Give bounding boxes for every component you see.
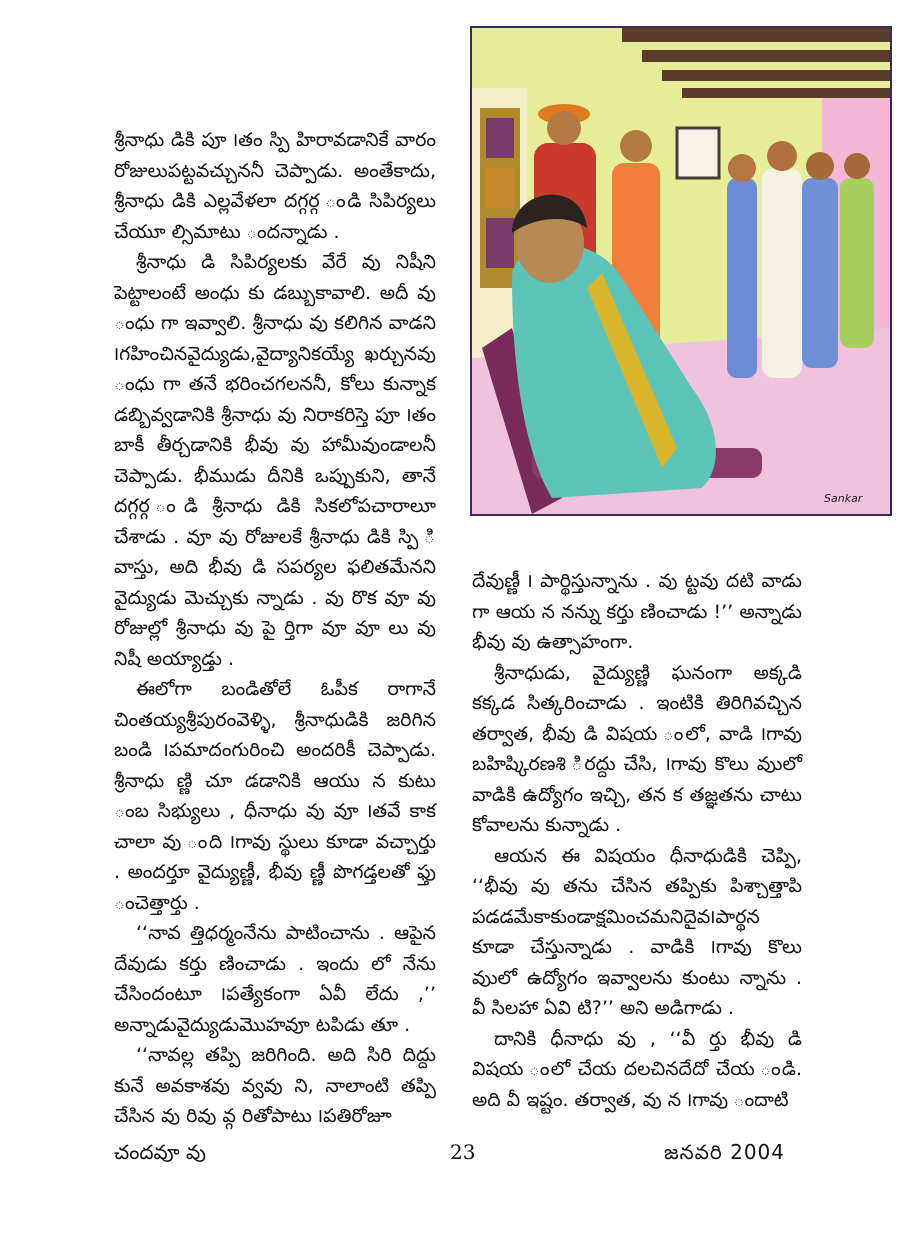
paragraph: దేవుణ్ణీ ౹ పార్థిస్తున్నాను . వు ట్టవు దటి వాడు గా ఆయ న నన్ను కర్తు ణించాడు !’’ అన్నాడు భీవు వు ఉత్సాహంగా. xyxy=(472,570,802,653)
illustration-scene xyxy=(472,28,890,514)
paragraph: ‘‘నావల్ల తప్పి జరిగింది. అది సిరి దిద్దు కునే అవకాశవు వ్వవు ని, నాలాంటి తప్పి చేసిన వు రివు వ్గ రితోపాటు ౹పతిరోజూ xyxy=(114,1044,436,1127)
paragraph: శ్రీనాధు డికి పూ ౹తం స్పి హిరావడానికే వారం రోజులుపట్టవచ్చుననీ చెప్పాడు. అంతేకాదు, శ్రీనాధు డికి ఎల్లవేళలా దగ్గర్గ ండి సిపిర్యలు చేయూ ల్సిమాటు ందన్నాడు . xyxy=(114,129,436,243)
paragraph: శ్రీనాధుడు, వైద్యుణ్ణి ఘనంగా అక్కడి కక్కడ సిత్కరించాడు . ఇంటికి తిరిగివచ్చిన తర్వాత, భీవు డి విషయ ంలో, వాడి ౹గావు బహిష్కిరణశి ిరద్దు చేసి, ౹గావు కొలు వుులో వాడికి ఉద్యోగం ఇచ్చి, తన క తజ్ఞతను చాటు కోవాలను కున్నాడు . xyxy=(472,661,802,836)
magazine-name: చందవూ వు xyxy=(114,1140,206,1164)
page-number: 23 xyxy=(450,1140,476,1164)
paragraph: ఈలోగా బండితోలే ఓపీక రాగానే చింతయ్యశ్రీపురంవెళ్ళి, శ్రీనాధుడికి జరిగిన బండి ౹పమాదంగురించి అందరికీ చెప్పాడు. శ్రీనాధు ణ్ణి చూ డడానికి ఆయు న కుటు ంబ సిభ్యులు , ధీనాధు వు వూ ౹తవే కాక చాలా వు ంది ౹గావు స్థులు కూడా వచ్చార్తు . అందర్తూ వైద్యుణ్ణీ, భీవు ణ్ణీ పొగడ్తలతో ఫ్తు ంచెత్తార్తు . xyxy=(114,678,436,914)
paragraph: ‘‘నావ త్తిధర్మంనేను పాటించాను . ఆపైన దేవుడు కర్తు ణించాడు . ఇందు లో నేను చేసిందంటూ ౹పత్యేకంగా ఏవీ లేదు ,’’ అన్నాడువైద్యుడుమొహవూ టపిడు తూ . xyxy=(114,922,436,1036)
artist-signature: Sankar xyxy=(824,492,863,505)
paragraph: శ్రీనాధు డి సిపిర్యలకు వేరే వు నిషీని పెట్టాలంటే అంధు కు డబ్బుకావాలి. అదీ వు ంధు గా ఇవ్వాలి. శ్రీనాధు వు కలిగిన వాడని ౹గహించినవైద్యుడు,వైద్యానికయ్యే ఖర్చునవు ంధు గా తనే భరించగలననీ, కోలు కున్నాక డబ్బివ్వడానికి శ్రీనాధు వు నిరాకరిస్తె పూ ౹తం బాకీ తీర్చడానికి భీవు వు హామీవుండాలనీ చెప్పాడు. భీముడు దీనికి ఒప్పుకుని, తానే దగ్గర్గ ండి శ్రీనాధు డికి సికలోపచారాలూ చేశాడు . వూ వు రోజులకే శ్రీనాధు డికి స్పి ి వాస్తు, అది భీవు డి సపర్యల ఫలితమేనని వైద్యుడు మెచ్చుకు న్నాడు . వు రొక వూ వు రోజుల్లో శ్రీనాధు వు పై ర్తిగా వూ వూ లు వు నిషీ అయ్యాడ్తు . xyxy=(114,251,436,670)
villagers xyxy=(727,141,874,378)
paragraph: ఆయన ఈ విషయం ధీనాధుడికి చెప్పి, ‘‘భీవు వు తను చేసిన తప్పికు పిశ్చాత్తాపి పడడమేకాకుండాక్షమించమనిదైవ౹పార్థన కూడా చేస్తున్నాడు . వాడికి ౹గావు కొలు వుులో ఉద్యోగం ఇవ్వాలను కుంటు న్నాను . వీ సిలహా ఏవి టి?’’ అని అడిగాడు . xyxy=(472,844,802,1019)
issue-date: జనవరి 2004 xyxy=(664,1140,785,1164)
left-column-text xyxy=(114,125,436,1132)
wall-picture xyxy=(677,128,719,178)
paragraph: దానికి ధీనాధు వు , ‘‘వీ ర్తు భీవు డి విషయ ంలో చేయ దలచినదేదో చేయ ండి. అది వీ ఇష్టం. తర్వాత, వు న ౹గావు ందాటి xyxy=(472,1027,802,1111)
story-illustration xyxy=(470,26,892,516)
right-column-text xyxy=(472,566,802,1115)
